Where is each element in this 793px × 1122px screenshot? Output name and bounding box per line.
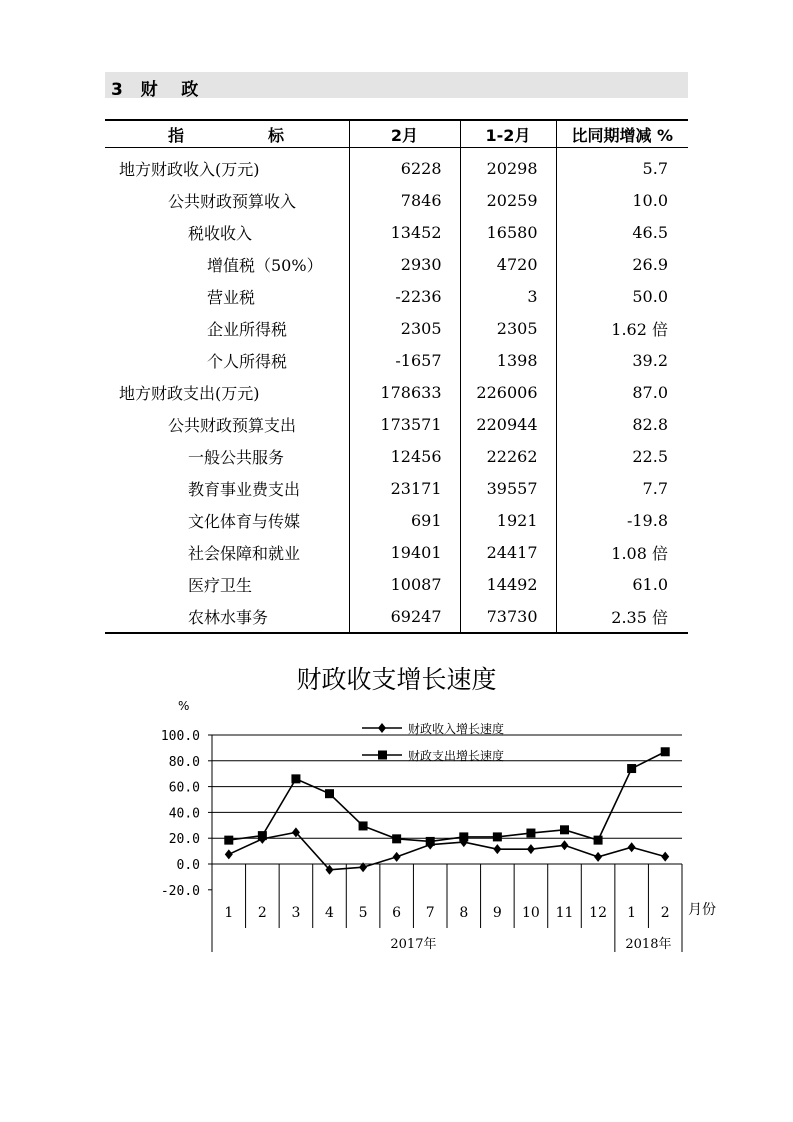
finance-growth-chart	[0, 690, 793, 960]
row-feb-value: 2930	[349, 248, 460, 280]
y-tick-label: 80.0	[168, 754, 200, 770]
data-point-expenditure	[560, 825, 569, 834]
row-janfeb-value: 20259	[460, 184, 556, 216]
row-feb-value: 2305	[349, 312, 460, 344]
x-tick-label: 7	[425, 905, 435, 921]
legend-label: 财政收入增长速度	[408, 722, 505, 736]
table-row	[105, 536, 688, 568]
x-axis-label: 月份	[688, 902, 716, 918]
row-label: 税收收入	[188, 223, 253, 243]
section-title	[111, 75, 198, 100]
row-change-value: 39.2	[556, 344, 688, 376]
row-feb-value: 23171	[349, 472, 460, 504]
row-janfeb-value: 2305	[460, 312, 556, 344]
header-indicator-2: 标	[268, 125, 285, 145]
legend-label: 财政支出增长速度	[408, 749, 505, 763]
year-label: 2018年	[625, 937, 672, 952]
row-janfeb-value: 14492	[460, 568, 556, 600]
data-point-revenue	[628, 842, 636, 852]
data-point-revenue	[561, 840, 569, 850]
row-feb-value: 19401	[349, 536, 460, 568]
row-feb-value: 7846	[349, 184, 460, 216]
row-change-value: 50.0	[556, 280, 688, 312]
data-point-expenditure	[392, 834, 401, 843]
year-label: 2017年	[390, 937, 437, 952]
row-janfeb-value: 1398	[460, 344, 556, 376]
x-tick-label: 3	[291, 905, 301, 921]
chart-title: 财政收支增长速度	[296, 665, 497, 694]
table-row	[105, 280, 688, 312]
x-tick-label: 4	[325, 905, 334, 921]
row-label: 个人所得税	[207, 351, 288, 371]
data-point-revenue	[493, 844, 501, 854]
row-janfeb-value: 220944	[460, 408, 556, 440]
row-janfeb-value: 1921	[460, 504, 556, 536]
data-point-expenditure	[526, 829, 535, 838]
data-point-expenditure	[594, 836, 603, 845]
row-label: 医疗卫生	[188, 575, 253, 595]
row-janfeb-value: 3	[460, 280, 556, 312]
table-header-row	[105, 120, 688, 148]
row-janfeb-value: 20298	[460, 148, 556, 185]
row-label: 一般公共服务	[188, 447, 285, 467]
x-tick-label: 11	[555, 905, 574, 921]
data-point-expenditure	[258, 831, 267, 840]
data-point-expenditure	[426, 837, 435, 846]
table-row	[105, 472, 688, 504]
row-feb-value: -1657	[349, 344, 460, 376]
row-feb-value: 69247	[349, 600, 460, 633]
legend-marker-diamond	[378, 723, 386, 733]
row-janfeb-value: 73730	[460, 600, 556, 633]
row-change-value: 7.7	[556, 472, 688, 504]
table-row	[105, 408, 688, 440]
row-change-value: 10.0	[556, 184, 688, 216]
row-change-value: 61.0	[556, 568, 688, 600]
series-line-2	[229, 752, 665, 842]
y-tick-label: 60.0	[168, 780, 200, 796]
y-tick-label: 0.0	[176, 858, 200, 873]
x-tick-label: 6	[392, 905, 402, 921]
row-janfeb-value: 226006	[460, 376, 556, 408]
table-row	[105, 148, 688, 185]
row-change-value: 1.08 倍	[556, 536, 688, 568]
row-feb-value: -2236	[349, 280, 460, 312]
table-row	[105, 312, 688, 344]
finance-table	[105, 119, 688, 634]
section-number: 3	[111, 80, 123, 100]
row-feb-value: 173571	[349, 408, 460, 440]
table-row	[105, 568, 688, 600]
row-change-value: 26.9	[556, 248, 688, 280]
data-point-revenue	[225, 849, 233, 859]
header-indicator-1: 指	[168, 125, 185, 145]
x-tick-label: 1	[224, 905, 234, 921]
row-change-value: 46.5	[556, 216, 688, 248]
row-feb-value: 6228	[349, 148, 460, 185]
row-label: 地方财政支出(万元)	[119, 383, 260, 403]
table-row	[105, 344, 688, 376]
table-row	[105, 216, 688, 248]
x-tick-label: 5	[358, 905, 368, 921]
data-point-expenditure	[359, 821, 368, 830]
header-change: 比同期增减 %	[556, 120, 688, 148]
row-feb-value: 691	[349, 504, 460, 536]
row-janfeb-value: 39557	[460, 472, 556, 504]
data-point-expenditure	[325, 789, 334, 798]
row-janfeb-value: 24417	[460, 536, 556, 568]
table-row	[105, 376, 688, 408]
x-tick-label: 8	[459, 905, 469, 921]
data-point-revenue	[661, 852, 669, 862]
row-change-value: 5.7	[556, 148, 688, 185]
row-label: 地方财政收入(万元)	[119, 159, 260, 179]
data-point-expenditure	[291, 774, 300, 783]
row-feb-value: 12456	[349, 440, 460, 472]
row-label: 教育事业费支出	[188, 479, 301, 499]
x-tick-label: 2	[257, 905, 267, 921]
row-change-value: 22.5	[556, 440, 688, 472]
section-name: 财 政	[140, 80, 199, 100]
y-tick-label: 20.0	[168, 832, 200, 848]
table-row	[105, 600, 688, 633]
data-point-expenditure	[627, 764, 636, 773]
row-janfeb-value: 4720	[460, 248, 556, 280]
row-change-value: 82.8	[556, 408, 688, 440]
row-label: 社会保障和就业	[188, 543, 301, 563]
x-tick-label: 12	[589, 905, 607, 921]
header-janfeb: 1-2月	[460, 120, 556, 148]
table-row	[105, 440, 688, 472]
row-janfeb-value: 16580	[460, 216, 556, 248]
legend-marker-square	[378, 751, 387, 760]
y-axis-label: %	[178, 699, 190, 713]
data-point-expenditure	[661, 747, 670, 756]
x-tick-label: 9	[492, 905, 502, 921]
x-tick-label: 2	[660, 905, 670, 921]
row-change-value: -19.8	[556, 504, 688, 536]
data-point-revenue	[594, 852, 602, 862]
row-change-value: 87.0	[556, 376, 688, 408]
y-tick-label: 100.0	[160, 729, 200, 744]
table-row	[105, 248, 688, 280]
row-label: 企业所得税	[207, 319, 288, 339]
header-indicator	[105, 120, 349, 148]
row-janfeb-value: 22262	[460, 440, 556, 472]
table-row	[105, 184, 688, 216]
row-feb-value: 10087	[349, 568, 460, 600]
row-label: 增值税（50%）	[207, 255, 323, 275]
row-feb-value: 13452	[349, 216, 460, 248]
row-feb-value: 178633	[349, 376, 460, 408]
x-tick-label: 1	[627, 905, 637, 921]
data-point-expenditure	[493, 832, 502, 841]
row-label: 文化体育与传媒	[188, 511, 301, 531]
row-label: 公共财政预算收入	[168, 191, 297, 211]
row-change-value: 1.62 倍	[556, 312, 688, 344]
header-feb: 2月	[349, 120, 460, 148]
data-point-expenditure	[224, 836, 233, 845]
row-label: 农林水事务	[105, 600, 349, 633]
data-point-revenue	[527, 844, 535, 854]
row-label: 公共财政预算支出	[168, 415, 297, 435]
table-row	[105, 504, 688, 536]
row-change-value: 2.35 倍	[556, 600, 688, 633]
x-tick-label: 10	[522, 905, 540, 921]
data-point-revenue	[393, 852, 401, 862]
y-tick-label: 40.0	[168, 806, 200, 822]
row-label: 营业税	[207, 287, 256, 307]
data-point-expenditure	[459, 832, 468, 841]
y-tick-label: -20.0	[160, 883, 200, 899]
